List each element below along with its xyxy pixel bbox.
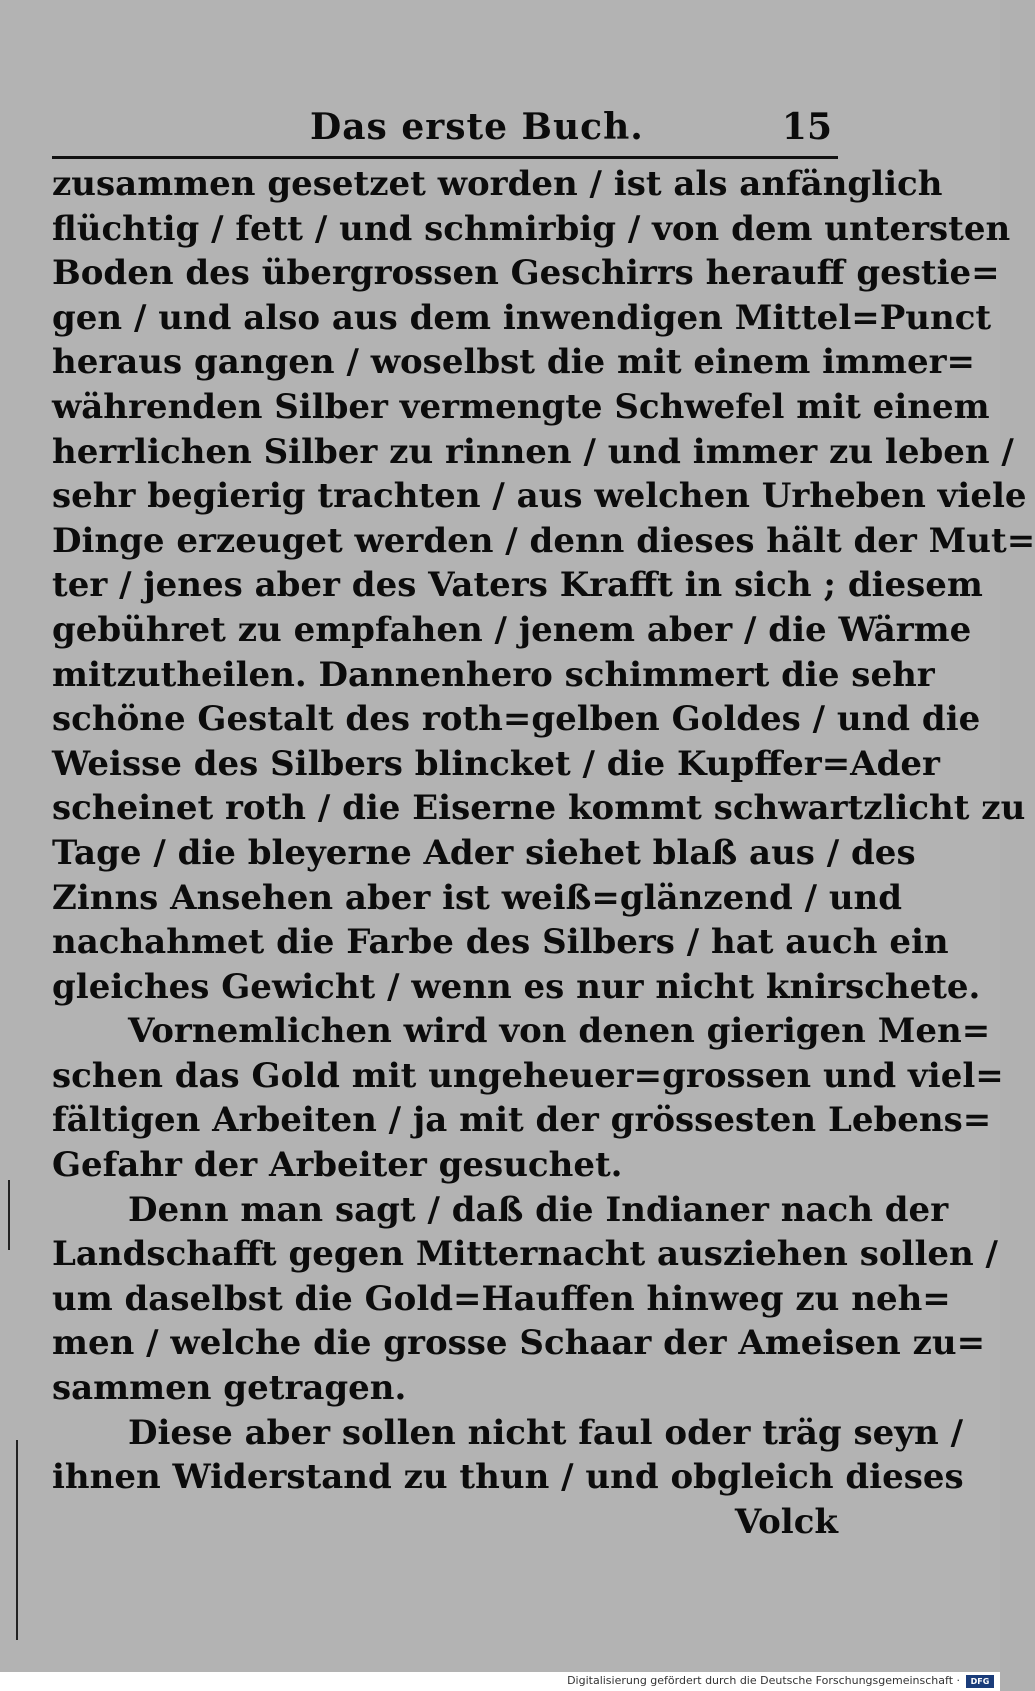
digitization-footer	[0, 1672, 1000, 1691]
text-line: gebühret zu empfahen / jenem aber / die Wärme	[52, 609, 972, 650]
text-line: flüchtig / fett / und schmirbig / von dem untersten	[52, 208, 1011, 249]
text-line: gleiches Gewicht / wenn es nur nicht knirschete.	[52, 966, 981, 1007]
text-line: Zinns Ansehen aber ist weiß=glänzend / und	[52, 877, 903, 918]
page-header	[52, 104, 838, 154]
footer-credit: Digitalisierung gefördert durch die Deutsche Forschungsgemeinschaft ·	[567, 1674, 960, 1687]
text-line: scheinet roth / die Eiserne kommt schwartzlicht zu	[52, 788, 1026, 829]
text-line: sammen getragen.	[52, 1368, 407, 1409]
text-line: gen / und also aus dem inwendigen Mittel=Punct	[52, 297, 992, 338]
text-line: herrlichen Silber zu rinnen / und immer zu leben /	[52, 431, 1014, 472]
text-line: schöne Gestalt des roth=gelben Goldes / und die	[52, 699, 981, 740]
text-line: sehr begierig trachten / aus welchen Urheben viele	[52, 476, 1027, 517]
text-line: Denn man sagt / daß die Indianer nach der	[128, 1189, 949, 1230]
page-number: 15	[781, 106, 832, 148]
text-line: Vornemlichen wird von denen gierigen Men=	[128, 1011, 991, 1052]
dfg-logo: DFG	[966, 1675, 994, 1688]
text-line: mitzutheilen. Dannenhero schimmert die sehr	[52, 654, 935, 695]
text-line: ter / jenes aber des Vaters Krafft in sich ; diesem	[52, 565, 983, 606]
text-line: Dinge erzeuget werden / denn dieses hält der Mut=	[52, 520, 1035, 561]
text-line: um daselbst die Gold=Hauffen hinweg zu neh=	[52, 1278, 951, 1319]
text-line: zusammen gesetzet worden / ist als anfänglich	[52, 164, 943, 204]
header-rule	[52, 156, 838, 159]
text-line: schen das Gold mit ungeheuer=grossen und viel=	[52, 1055, 1004, 1096]
text-line: Tage / die bleyerne Ader siehet blaß aus / des	[52, 832, 916, 873]
text-line: heraus gangen / woselbst die mit einem immer=	[52, 342, 976, 383]
running-title: Das erste Buch.	[310, 106, 644, 148]
text-line: Landschafft gegen Mitternacht ausziehen sollen /	[52, 1234, 998, 1275]
text-line: fältigen Arbeiten / ja mit der grössesten Lebens=	[52, 1100, 992, 1141]
catchword: Volck	[734, 1501, 838, 1542]
text-line: ihnen Widerstand zu thun / und obgleich dieses	[52, 1457, 964, 1498]
body-text	[52, 162, 1035, 1544]
text-line: nachahmet die Farbe des Silbers / hat auch ein	[52, 922, 949, 963]
text-line: Boden des übergrossen Geschirrs herauff gestie=	[52, 253, 1000, 294]
text-line: Weisse des Silbers blincket / die Kupffer=Ader	[52, 743, 940, 784]
text-line: Gefahr der Arbeiter gesuchet.	[52, 1145, 623, 1186]
margin-mark	[16, 1440, 18, 1640]
margin-mark	[8, 1180, 10, 1250]
text-line: währenden Silber vermengte Schwefel mit einem	[52, 386, 990, 427]
text-line: men / welche die grosse Schaar der Ameisen zu=	[52, 1323, 986, 1364]
text-line: Diese aber sollen nicht faul oder träg seyn /	[128, 1412, 963, 1453]
